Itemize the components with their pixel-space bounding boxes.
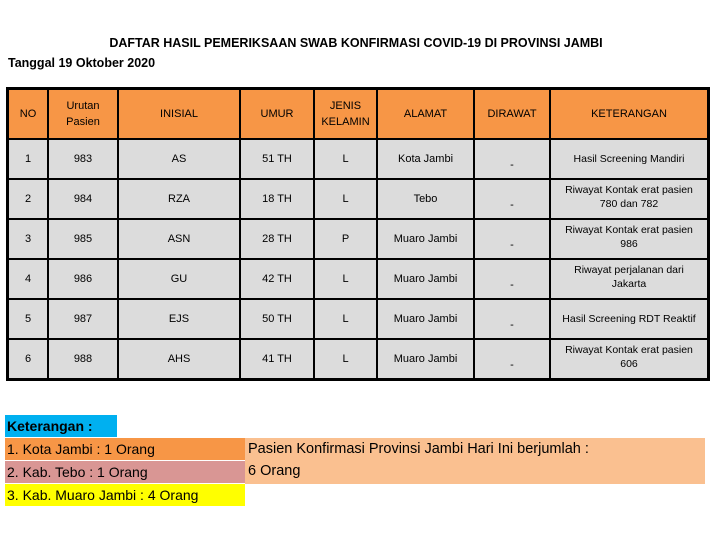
cell-keterangan [550,299,708,339]
cell-keterangan-line2: 780 dan 782 [599,198,659,210]
cell-dirawat: - [474,299,550,339]
cell-umur: 18 TH [240,179,314,219]
legend-title: Keterangan : [5,415,117,437]
cell-umur: 50 TH [240,299,314,339]
cell-dirawat: - [474,179,550,219]
cell-dirawat: - [474,139,550,179]
cell-keterangan-line1: Hasil Screening Mandiri [573,153,685,165]
cell-urutan: 984 [48,179,118,219]
cell-inisial: AHS [118,339,240,379]
cell-jenis-kelamin: L [314,259,377,299]
cell-inisial: GU [118,259,240,299]
legend-item-kota-jambi: 1. Kota Jambi : 1 Orang [5,438,245,460]
cell-umur: 41 TH [240,339,314,379]
cell-urutan: 986 [48,259,118,299]
cell-urutan: 988 [48,339,118,379]
cell-jenis-kelamin: L [314,139,377,179]
header-jenis-line2: KELAMIN [321,116,370,128]
cell-jenis-kelamin: L [314,299,377,339]
cell-keterangan-line1: Hasil Screening RDT Reaktif [562,313,696,325]
document-title: DAFTAR HASIL PEMERIKSAAN SWAB KONFIRMASI COVID-19 DI PROVINSI JAMBI [109,36,603,50]
table-row [8,299,708,339]
legend-item-kab-muaro-jambi: 3. Kab. Muaro Jambi : 4 Orang [5,484,245,506]
cell-alamat: Muaro Jambi [377,259,474,299]
cell-umur: 28 TH [240,219,314,259]
header-urutan [48,89,118,139]
legend-item-kab-tebo: 2. Kab. Tebo : 1 Orang [5,461,245,483]
summary-box [245,438,705,484]
cell-keterangan [550,179,708,219]
cell-no: 6 [8,339,48,379]
cell-jenis-kelamin: L [314,339,377,379]
cell-keterangan-line1: Riwayat Kontak erat pasien [565,344,693,356]
header-jenis-kelamin [314,89,377,139]
cell-keterangan [550,339,708,379]
cell-alamat: Muaro Jambi [377,219,474,259]
cell-no: 2 [8,179,48,219]
cell-jenis-kelamin: P [314,219,377,259]
cell-keterangan-line2: Jakarta [611,278,647,290]
cell-alamat: Tebo [377,179,474,219]
cell-keterangan [550,259,708,299]
cell-alamat: Kota Jambi [377,139,474,179]
header-urutan-line2: Pasien [66,116,100,128]
cell-keterangan-line2: 606 [620,358,638,370]
cell-inisial: ASN [118,219,240,259]
table-row [8,219,708,259]
cell-umur: 51 TH [240,139,314,179]
table-row [8,139,708,179]
header-dirawat: DIRAWAT [474,89,550,139]
header-urutan-line1: Urutan [66,100,100,112]
header-alamat: ALAMAT [377,89,474,139]
table-row [8,339,708,379]
cell-no: 3 [8,219,48,259]
cell-keterangan-line1: Riwayat Kontak erat pasien [565,184,693,196]
cell-keterangan-line1: Riwayat perjalanan dari [574,264,684,276]
header-jenis-line1: JENIS [329,100,362,112]
summary-line2: 6 Orang [248,463,301,479]
cell-keterangan [550,139,708,179]
table-header-row [8,89,708,139]
cell-keterangan-line2: 986 [620,238,638,250]
cell-urutan: 985 [48,219,118,259]
header-inisial: INISIAL [118,89,240,139]
header-umur: UMUR [240,89,314,139]
cell-urutan: 987 [48,299,118,339]
report-date: Tanggal 19 Oktober 2020 [8,56,156,70]
cell-inisial: RZA [118,179,240,219]
cell-inisial: AS [118,139,240,179]
cell-no: 4 [8,259,48,299]
cell-no: 5 [8,299,48,339]
summary-line1: Pasien Konfirmasi Provinsi Jambi Hari Ini berjumlah : [248,441,589,457]
cell-inisial: EJS [118,299,240,339]
header-no: NO [8,89,48,139]
cell-urutan: 983 [48,139,118,179]
cell-dirawat: - [474,339,550,379]
patient-table [6,87,710,381]
cell-keterangan-line1: Riwayat Kontak erat pasien [565,224,693,236]
cell-dirawat: - [474,259,550,299]
cell-alamat: Muaro Jambi [377,339,474,379]
header-keterangan: KETERANGAN [550,89,708,139]
cell-jenis-kelamin: L [314,179,377,219]
cell-keterangan [550,219,708,259]
cell-no: 1 [8,139,48,179]
table-row [8,179,708,219]
cell-umur: 42 TH [240,259,314,299]
table-row [8,259,708,299]
cell-alamat: Muaro Jambi [377,299,474,339]
cell-dirawat: - [474,219,550,259]
